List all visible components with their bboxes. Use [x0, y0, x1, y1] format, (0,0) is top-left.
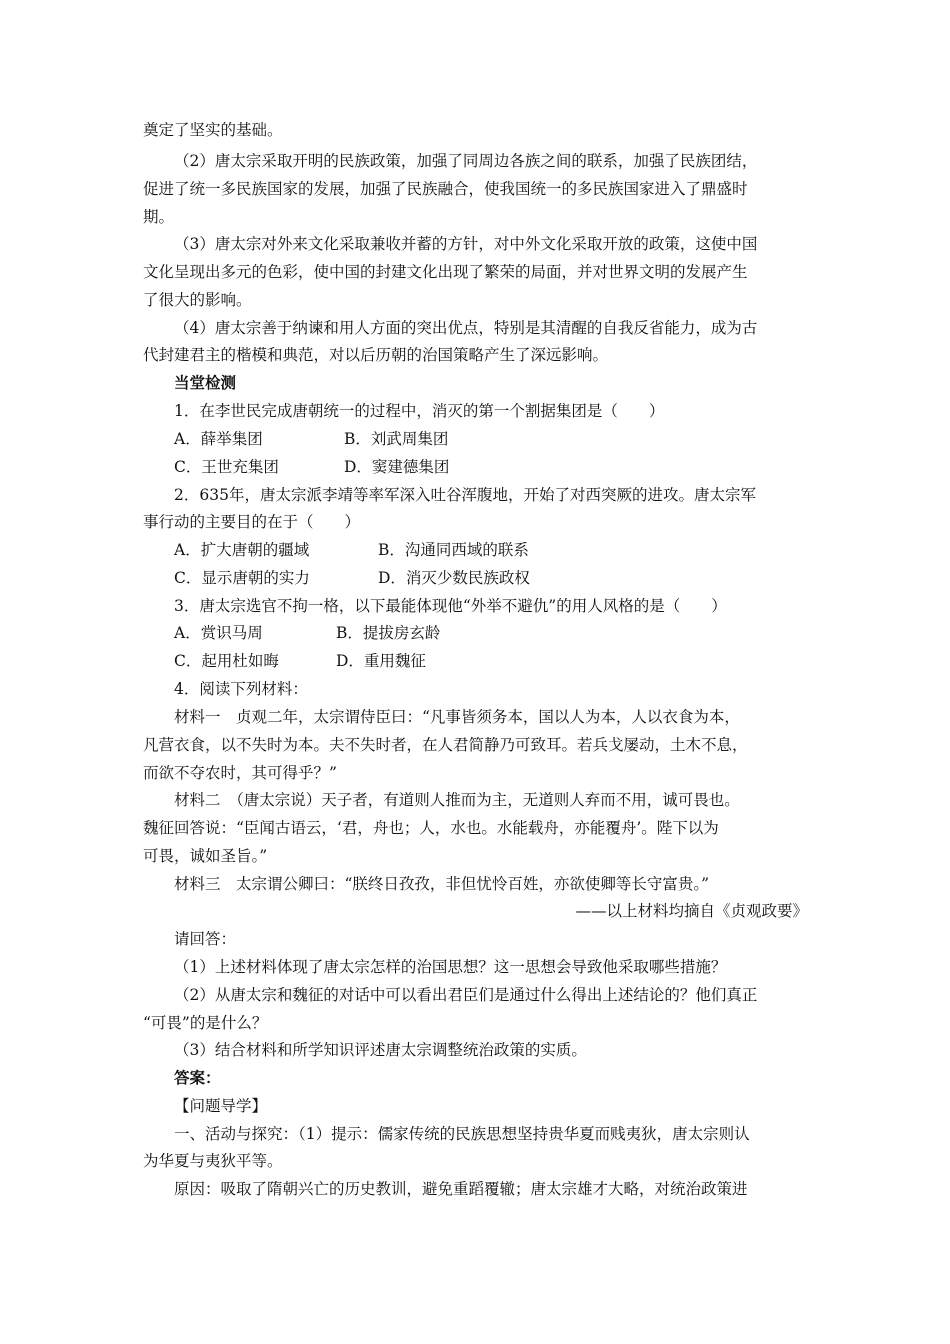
text-line: 文化呈现出多元的色彩，使中国的封建文化出现了繁荣的局面，并对世界文明的发展产生 [143, 263, 748, 281]
answer-line: 原因：吸取了隋朝兴亡的历史教训，避免重蹈覆辙；唐太宗雄才大略，对统治政策进 [174, 1180, 748, 1198]
material-line: 材料二 （唐太宗说）天子者，有道则人推而为主，无道则人弃而不用，诚可畏也。 [174, 791, 740, 809]
option-b: B．刘武周集团 [344, 430, 449, 448]
option-a: A．赏识马周 [174, 624, 263, 642]
option-d: D．窦建德集团 [344, 458, 450, 476]
option-a: A．薛举集团 [174, 430, 263, 448]
question-stem: 2．635年，唐太宗派李靖等率军深入吐谷浑腹地，开始了对西突厥的进攻。唐太宗军 [174, 486, 756, 504]
text-line: 促进了统一多民族国家的发展，加强了民族融合，使我国统一的多民族国家进入了鼎盛时 [143, 180, 748, 198]
question-stem: 1．在李世民完成唐朝统一的过程中，消灭的第一个割据集团是（ ） [174, 402, 665, 420]
sub-question: “可畏”的是什么？ [143, 1014, 268, 1032]
option-c: C．王世充集团 [174, 458, 279, 476]
answer-section: 【问题导学】 [174, 1097, 268, 1115]
answer-line: 一、活动与探究：（1）提示：儒家传统的民族思想坚持贵华夏而贱夷狄，唐太宗则认 [174, 1125, 750, 1143]
text-line: 代封建君主的楷模和典范，对以后历朝的治国策略产生了深远影响。 [143, 346, 609, 364]
question-stem: 3．唐太宗选官不拘一格，以下最能体现他“外举不避仇”的用人风格的是（ ） [174, 597, 727, 615]
text-line: 奠定了坚实的基础。 [143, 121, 283, 139]
answer-heading: 答案： [174, 1069, 221, 1087]
text-line: （3）唐太宗对外来文化采取兼收并蓄的方针，对中外文化采取开放的政策，这使中国 [174, 235, 758, 253]
option-b: B．沟通同西域的联系 [378, 541, 529, 559]
answer-line: 为华夏与夷狄平等。 [143, 1152, 283, 1170]
material-line: 而欲不夺农时，其可得乎？” [143, 764, 337, 782]
material-line: 可畏，诚如圣旨。” [143, 847, 268, 865]
option-d: D．重用魏征 [336, 652, 426, 670]
material-line: 魏征回答说：“臣闻古语云，‘君，舟也；人，水也。水能载舟，亦能覆舟’。陛下以为 [143, 819, 719, 837]
text-line: （2）唐太宗采取开明的民族政策，加强了同周边各族之间的联系，加强了民族团结， [174, 152, 758, 170]
question-stem: 事行动的主要目的在于（ ） [143, 513, 361, 531]
question-stem: 4．阅读下列材料： [174, 680, 308, 698]
text-line: 请回答： [174, 930, 237, 948]
option-a: A．扩大唐朝的疆域 [174, 541, 310, 559]
text-line: （4）唐太宗善于纳谏和用人方面的突出优点，特别是其清醒的自我反省能力，成为古 [174, 319, 758, 337]
sub-question: （1）上述材料体现了唐太宗怎样的治国思想？这一思想会导致他采取哪些措施？ [174, 958, 727, 976]
material-line: 材料三 太宗谓公卿曰：“朕终日孜孜，非但忧怜百姓，亦欲使卿等长守富贵。” [174, 875, 710, 893]
option-d: D．消灭少数民族政权 [378, 569, 530, 587]
material-line: 材料一 贞观二年，太宗谓侍臣曰：“凡事皆须务本，国以人为本，人以衣食为本， [174, 708, 740, 726]
option-c: C．起用杜如晦 [174, 652, 279, 670]
material-source: ——以上材料均摘自《贞观政要》 [575, 902, 808, 920]
text-line: 期。 [143, 208, 175, 226]
section-heading: 当堂检测 [174, 374, 237, 392]
material-line: 凡营衣食，以不失时为本。夫不失时者，在人君简静乃可致耳。若兵戈屡动，土木不息， [143, 736, 748, 754]
text-line: 了很大的影响。 [143, 291, 252, 309]
option-c: C．显示唐朝的实力 [174, 569, 310, 587]
sub-question: （2）从唐太宗和魏征的对话中可以看出君臣们是通过什么得出上述结论的？他们真正 [174, 986, 758, 1004]
sub-question: （3）结合材料和所学知识评述唐太宗调整统治政策的实质。 [174, 1041, 587, 1059]
option-b: B．提拔房玄龄 [336, 624, 441, 642]
